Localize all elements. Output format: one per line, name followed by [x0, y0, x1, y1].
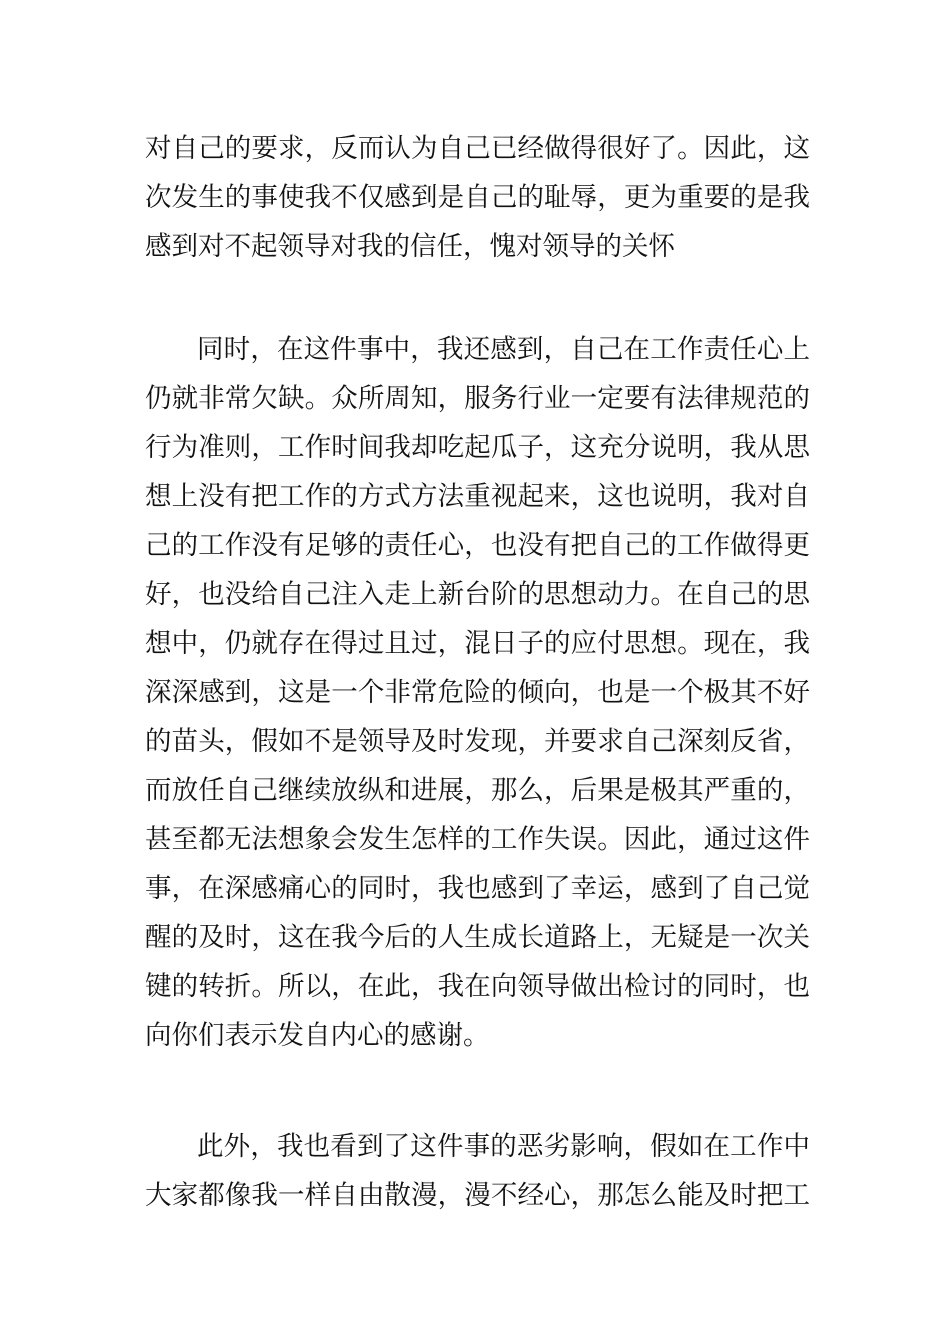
- paragraph-line: 大家都像我一样自由散漫，漫不经心，那怎么能及时把工: [145, 1180, 810, 1211]
- paragraph-line: 而放任自己继续放纵和进展，那么，后果是极其严重的，: [145, 775, 810, 806]
- paragraph-line: 仍就非常欠缺。众所周知，服务行业一定要有法律规范的: [145, 383, 810, 414]
- paragraph-line: 同时，在这件事中，我还感到，自己在工作责任心上: [197, 334, 810, 365]
- paragraph-line: 次发生的事使我不仅感到是自己的耻辱，更为重要的是我: [145, 182, 810, 213]
- paragraph-3: [145, 1122, 810, 1220]
- paragraph-line: 想上没有把工作的方式方法重视起来，这也说明，我对自: [145, 481, 810, 512]
- paragraph-line: 键的转折。所以，在此，我在向领导做出检讨的同时，也: [145, 971, 810, 1002]
- paragraph-line: 的苗头，假如不是领导及时发现，并要求自己深刻反省，: [145, 726, 810, 757]
- paragraph-line: 行为准则，工作时间我却吃起瓜子，这充分说明，我从思: [145, 432, 810, 463]
- paragraph-line: 此外，我也看到了这件事的恶劣影响，假如在工作中: [197, 1131, 810, 1162]
- paragraph-line: 想中，仍就存在得过且过，混日子的应付思想。现在，我: [145, 628, 810, 659]
- paragraph-1: [145, 124, 810, 271]
- paragraph-line: 向你们表示发自内心的感谢。: [145, 1020, 490, 1051]
- paragraph-line: 对自己的要求，反而认为自己已经做得很好了。因此，这: [145, 133, 810, 164]
- paragraph-line: 醒的及时，这在我今后的人生成长道路上，无疑是一次关: [145, 922, 810, 953]
- paragraph-line: 感到对不起领导对我的信任，愧对领导的关怀: [145, 231, 675, 262]
- paragraph-line: 甚至都无法想象会发生怎样的工作失误。因此，通过这件: [145, 824, 810, 855]
- paragraph-line: 深深感到，这是一个非常危险的倾向，也是一个极其不好: [145, 677, 810, 708]
- paragraph-line: 好，也没给自己注入走上新台阶的思想动力。在自己的思: [145, 579, 810, 610]
- paragraph-line: 事，在深感痛心的同时，我也感到了幸运，感到了自己觉: [145, 873, 810, 904]
- paragraph-2: [145, 325, 810, 1060]
- paragraph-line: 己的工作没有足够的责任心，也没有把自己的工作做得更: [145, 530, 810, 561]
